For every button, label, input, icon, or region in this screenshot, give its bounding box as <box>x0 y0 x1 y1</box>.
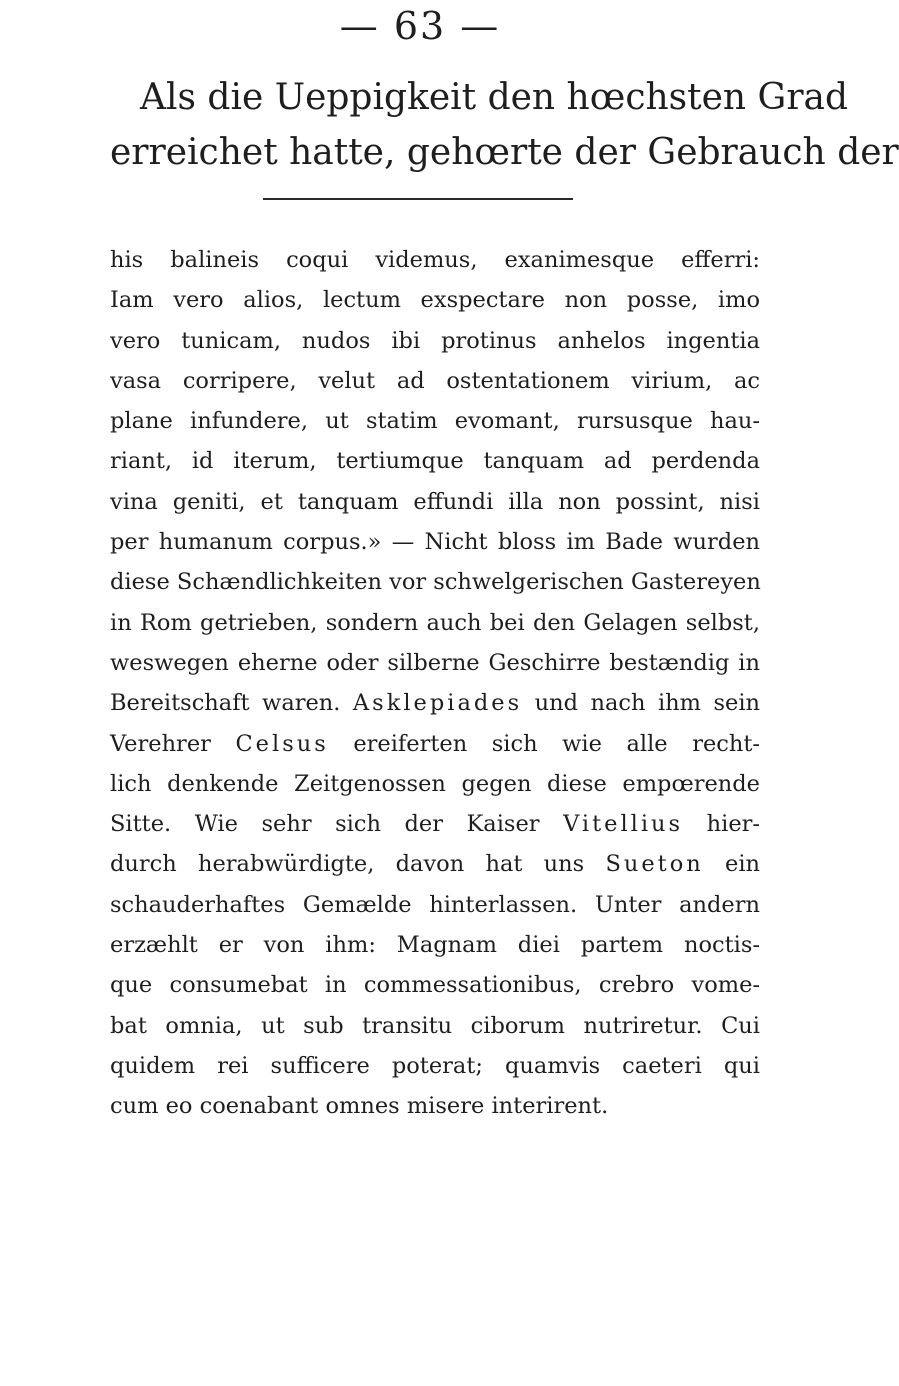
text-line: erzæhlt er von ihm: Magnam diei partem noctis- <box>110 932 760 959</box>
text-segment: Verehrer <box>110 730 236 757</box>
text-line: lich denkende Zeitgenossen gegen diese empœrende <box>110 770 760 797</box>
text-line: per humanum corpus.» — Nicht bloss im Bade wurden <box>110 529 760 556</box>
text-segment: ein <box>703 851 761 878</box>
text-line: his balineis coqui videmus, exanimesque efferri: <box>110 247 760 273</box>
text-line: schauderhaftes Gemælde hinterlassen. Unter andern <box>110 891 760 918</box>
text-line: in Rom getrieben, sondern auch bei den Gelagen selbst, <box>110 609 760 636</box>
text-segment: Sitte. Wie sehr sich der Kaiser <box>110 811 564 838</box>
text-segment: durch herabwürdigte, davon hat uns <box>110 851 606 878</box>
text-line: weswegen eherne oder silberne Geschirre bestændig in <box>110 649 760 676</box>
text-line: diese Schændlichkeiten vor schwelgerischen Gastereyen <box>110 569 761 596</box>
page-number: — 63 — <box>339 4 501 48</box>
text-line: riant, id iterum, tertiumque tanquam ad perdenda <box>110 448 760 475</box>
text-line <box>110 683 760 723</box>
spaced-name: Vitellius <box>563 811 684 838</box>
text-segment: hier- <box>683 811 761 838</box>
heading-line: Als die Ueppigkeit den hœchsten Grad <box>140 77 849 118</box>
text-segment: und nach ihm sein <box>522 690 760 717</box>
text-line <box>110 724 760 764</box>
text-line: bat omnia, ut sub transitu ciborum nutriretur. Cui <box>110 1012 760 1039</box>
text-line: Iam vero alios, lectum exspectare non posse, imo <box>110 287 760 314</box>
spaced-name: Asklepiades <box>352 690 523 717</box>
spaced-name: Celsus <box>235 730 329 757</box>
heading-line: erreichet hatte, gehœrte der Gebrauch der <box>110 132 899 173</box>
text-line: plane infundere, ut statim evomant, rursusque hau- <box>110 408 760 435</box>
text-line: vasa corripere, velut ad ostentationem virium, ac <box>110 367 760 394</box>
body-text <box>110 240 760 1127</box>
spaced-name: Sueton <box>605 851 704 878</box>
text-line: cum eo coenabant omnes misere interirent. <box>110 1093 609 1120</box>
chapter-heading <box>110 70 899 180</box>
text-segment: Bereitschaft waren. <box>110 690 353 717</box>
text-line: que consumebat in commessationibus, crebro vome- <box>110 972 760 999</box>
text-line: vina geniti, et tanquam effundi illa non possint, nisi <box>110 488 760 515</box>
text-line <box>110 804 760 844</box>
heading-rule <box>263 198 573 200</box>
text-line: vero tunicam, nudos ibi protinus anhelos ingentia <box>110 327 760 354</box>
text-line: quidem rei sufficere poterat; quamvis caeteri qui <box>110 1052 760 1079</box>
text-segment: ereiferten sich wie alle recht- <box>328 730 761 757</box>
text-line <box>110 844 760 884</box>
